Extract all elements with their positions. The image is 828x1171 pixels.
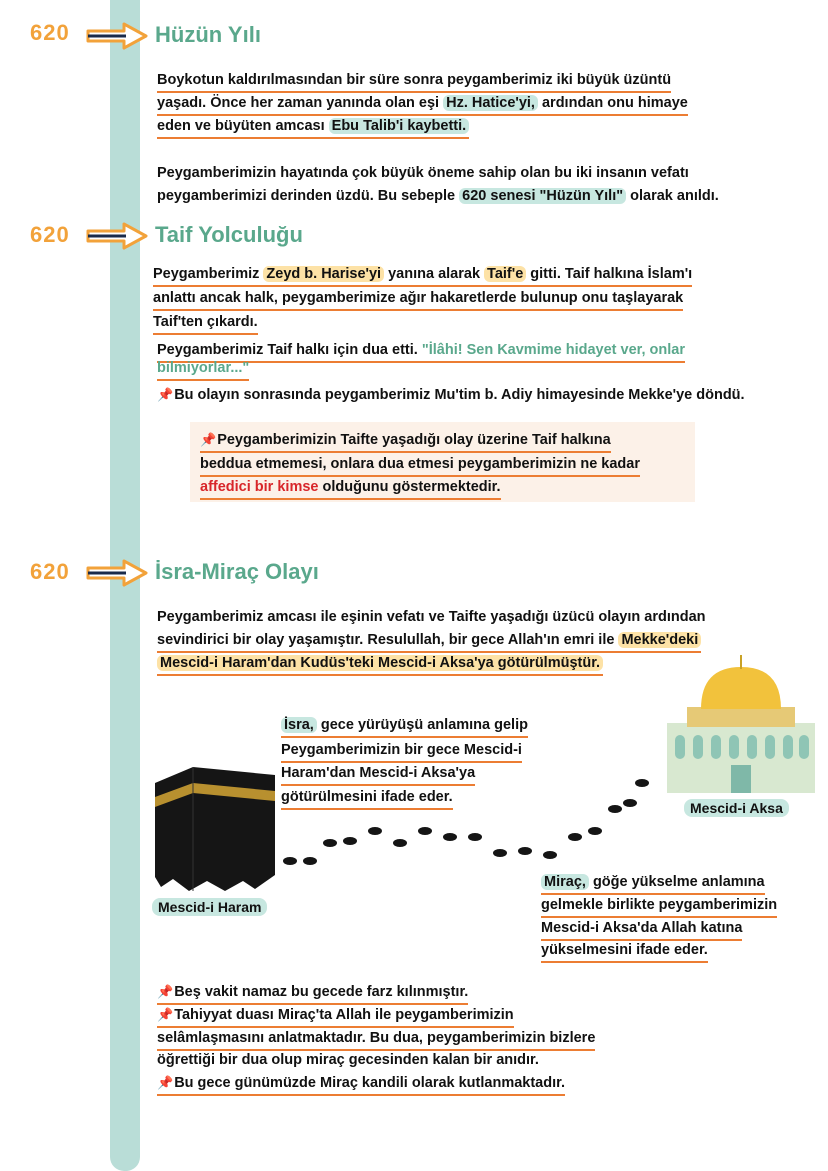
location-label: Mescid-i Haram xyxy=(152,898,267,916)
text-segment: Peygamberimizin hayatında çok büyük öneme sahip olan bu iki insanın vefatı xyxy=(157,165,689,181)
highlighted-text: Ebu Talib'i kaybetti. xyxy=(329,118,470,134)
text-segment: Peygamberimiz Taif halkı için dua etti. xyxy=(157,342,422,358)
footprints-icon xyxy=(280,775,660,875)
text-segment: Peygamberimiz amcası ile eşinin vefatı ve Taifte yaşadığı üzücü olayın ardından xyxy=(157,609,706,625)
text-segment: selâmlaşmasını anlatmaktadır. Bu dua, peygamberimizin bizlere xyxy=(157,1030,596,1046)
text-line xyxy=(157,630,701,653)
text-segment: Peygamberimizin Taifte yaşadığı olay üzerine Taif halkına xyxy=(217,432,611,448)
footprint-mark xyxy=(393,839,407,847)
footprint-mark xyxy=(368,827,382,835)
text-line xyxy=(200,430,611,453)
kaaba-illustration xyxy=(155,765,275,893)
text-line xyxy=(153,264,692,287)
text-segment: gitti. Taif halkına İslam'ı xyxy=(526,266,693,282)
highlighted-text: Miraç, xyxy=(541,874,589,890)
text-line xyxy=(200,477,501,500)
text-segment: anlattı ancak halk, peygamberimize ağır hakaretlerde bulunup onu taşlayarak xyxy=(153,290,684,306)
text-line xyxy=(157,1028,595,1051)
footprint-mark xyxy=(543,851,557,859)
highlighted-text: "İlâhi! Sen Kavmime hidayet ver, onlar xyxy=(421,342,685,358)
footprint-mark xyxy=(518,847,532,855)
arrow-icon xyxy=(86,22,150,50)
footprint-mark xyxy=(635,779,649,787)
text-segment: Taif'ten çıkardı. xyxy=(153,314,258,330)
text-segment: Mescid-i Aksa'da Allah katına xyxy=(541,920,743,936)
highlighted-text: affedici bir kimse xyxy=(200,479,319,495)
al-aqsa-mosque-illustration xyxy=(665,655,817,795)
text-line xyxy=(541,895,777,918)
text-segment: Peygamberimiz xyxy=(153,266,264,282)
text-line xyxy=(157,93,688,116)
footprint-mark xyxy=(493,849,507,857)
text-segment: gece yürüyüşü anlamına gelip xyxy=(316,717,528,733)
text-line xyxy=(157,607,706,627)
text-segment: peygamberimizi derinden üzdü. Bu sebeple xyxy=(157,188,460,204)
footprint-mark xyxy=(568,833,582,841)
text-line xyxy=(157,653,603,676)
highlighted-text: 620 senesi "Hüzün Yılı" xyxy=(459,188,626,204)
pin-icon: 📌 xyxy=(157,984,174,999)
footprint-mark xyxy=(303,857,317,865)
footprint-mark xyxy=(283,857,297,865)
footprint-mark xyxy=(623,799,637,807)
text-segment: götürülmesini ifade eder. xyxy=(281,789,453,805)
text-segment: Bu olayın sonrasında peygamberimiz Mu'tim b. Adiy himayesinde Mekke'ye döndü. xyxy=(174,387,745,403)
highlighted-text: Zeyd b. Harise'yi xyxy=(263,266,384,282)
text-line xyxy=(281,740,522,763)
text-line xyxy=(157,70,671,93)
arrow-icon xyxy=(86,222,150,250)
footprint-mark xyxy=(323,839,337,847)
text-segment: göğe yükselme anlamına xyxy=(588,874,765,890)
text-segment: Peygamberimizin bir gece Mescid-i xyxy=(281,742,522,758)
pinned-note xyxy=(157,1073,565,1096)
footprint-mark xyxy=(443,833,457,841)
pinned-note xyxy=(157,982,468,1005)
text-line xyxy=(281,715,528,738)
text-line xyxy=(157,186,719,206)
text-line xyxy=(157,358,249,381)
text-segment: eden ve büyüten amcası xyxy=(157,118,329,134)
text-segment: olduğunu göstermektedir. xyxy=(318,479,501,495)
footprint-mark xyxy=(418,827,432,835)
section-title: Taif Yolculuğu xyxy=(155,222,303,247)
text-line xyxy=(541,872,765,895)
highlighted-text: Taif'e xyxy=(484,266,526,282)
footprint-mark xyxy=(588,827,602,835)
text-line xyxy=(541,918,742,941)
highlighted-text: İsra, xyxy=(281,717,317,733)
text-line xyxy=(541,940,708,963)
arrow-icon xyxy=(86,559,150,587)
text-segment: Tahiyyat duası Miraç'ta Allah ile peygamberimizin xyxy=(174,1007,514,1023)
text-line xyxy=(153,312,258,335)
highlighted-text: bilmiyorlar..." xyxy=(157,360,250,376)
section-title: İsra-Miraç Olayı xyxy=(155,559,319,584)
pin-icon: 📌 xyxy=(157,1007,174,1022)
section-title: Hüzün Yılı xyxy=(155,22,261,47)
pin-icon: 📌 xyxy=(200,432,217,447)
text-line xyxy=(157,163,689,183)
pin-icon: 📌 xyxy=(157,1075,174,1090)
text-segment: öğrettiği bir dua olup miraç gecesinden kalan bir anıdır. xyxy=(157,1052,539,1068)
pinned-note xyxy=(157,1005,514,1028)
text-segment: Beş vakit namaz bu gecede farz kılınmıştır. xyxy=(174,984,469,1000)
pinned-note xyxy=(157,385,745,405)
text-segment: beddua etmemesi, onlara dua etmesi peygamberimizin ne kadar xyxy=(200,456,640,472)
text-segment: Haram'dan Mescid-i Aksa'ya xyxy=(281,765,476,781)
text-line xyxy=(200,454,640,477)
text-segment: sevindirici bir olay yaşamıştır. Resulullah, bir gece Allah'ın emri ile xyxy=(157,632,619,648)
highlighted-text: Hz. Hatice'yi, xyxy=(443,95,538,111)
text-segment: yaşadı. Önce her zaman yanında olan eşi xyxy=(157,95,444,111)
year-label: 620 xyxy=(30,559,70,584)
text-segment: yükselmesini ifade eder. xyxy=(541,942,708,958)
footprint-mark xyxy=(343,837,357,845)
year-label: 620 xyxy=(30,20,70,45)
text-segment: gelmekle birlikte peygamberimizin xyxy=(541,897,778,913)
pin-icon: 📌 xyxy=(157,387,174,402)
text-segment: yanına alarak xyxy=(384,266,485,282)
year-label: 620 xyxy=(30,222,70,247)
footprint-mark xyxy=(608,805,622,813)
footprint-mark xyxy=(468,833,482,841)
text-line xyxy=(157,116,469,139)
highlighted-text: Mekke'deki xyxy=(618,632,701,648)
highlighted-text: Mescid-i Haram'dan Kudüs'teki Mescid-i Aksa'ya götürülmüştür. xyxy=(157,655,603,671)
text-segment: olarak anıldı. xyxy=(626,188,719,204)
text-segment: Boykotun kaldırılmasından bir süre sonra peygamberimiz iki büyük üzüntü xyxy=(157,72,672,88)
text-line xyxy=(153,288,683,311)
location-label: Mescid-i Aksa xyxy=(684,799,789,817)
text-line xyxy=(157,1050,539,1070)
text-segment: Bu gece günümüzde Miraç kandili olarak kutlanmaktadır. xyxy=(174,1075,565,1091)
text-segment: ardından onu himaye xyxy=(537,95,688,111)
